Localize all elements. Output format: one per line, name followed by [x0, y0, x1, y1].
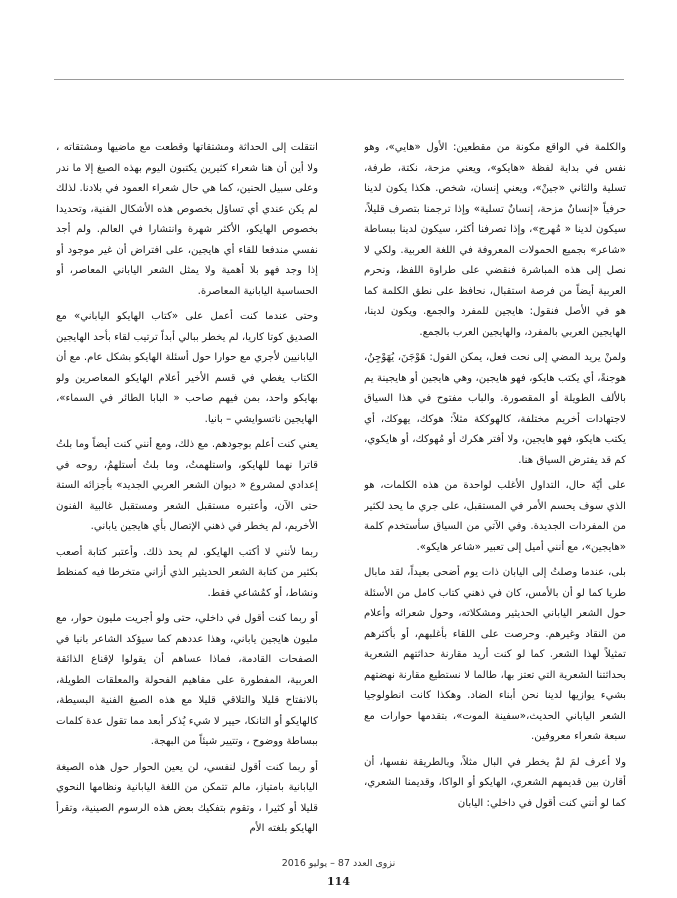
paragraph: بلى، عندما وصلتُ إلى اليابان ذات يوم أضحى بعيداً، لقد مابال طريا كما لو أن بالأمس، كان في ذهني كتاب كامل من الأسئلة حول الشعر الياباني الحديثير ومشكلاته، وحول شعرائه وأعلام من النقاد وغيرهم. وحرصت على اللقاء بأغلبهم، أو بأكثرهم تمثيلاً لهذا الشعر. كما لو كنت أريد مقارنة حداثتهم الشعرية بحداثتنا الشعرية التي تعتز بها، طالما لا نستطيع مقارنة نهضتهم بشيء يوازيها لدينا نحن أبناء الضاد. وهكذا كانت انطولوجيا الشعر الياباني الحديث،«سفينة الموت»، بتقدمها حوارات مع سبعة شعراء معروفين.: [364, 567, 626, 742]
paragraph: يعني كنت أعلم بوجودهم. مع ذلك، ومع أنني كنت أيضاً وما بلتُ قاترا نهما للهايكو، واستلهمتُ، وما بلتُ أستلهمُ، روحه في إعدادي لمشروع « ديوان الشعر العربي الجديد» بأجزائه الستة حتى الآن، وأعتبره مستقبل الشعر ومستقبل غالبية الفنون الأخريم، لم يخطر في ذهني الإتصال بأي هايجين ياباني.: [56, 439, 318, 532]
paragraph: انتقلت إلى الحداثة ومشتقاتها وقطعت مع ماضيها ومشتقاته ، ولا أين أن هنا شعراء كثيرين يكتبون اليوم بهذه الصيغ إلا ما ندر وعلى سبيل الحنين، كما هي حال شعراء العمود في بلادنا. لذلك لم يكن عندي أي تساؤل بخصوص هذه الأشكال الفنية، وتحديدا بخصوص الهايكو، الأكثر شهرة وانتشارا في العالم. ولم أجد نفسي مندفعا للقاء أي هايجين، على افتراض أن غير موجود أو إذا وجد فهو بلا أهمية ولا يمثل الشعر الياباني المعاصر، أو الحساسية اليابانية المعاصرة.: [56, 142, 318, 297]
paragraph: ولا أعرف لمَ لمْ يخطر في البال مثلاً، وبالطريقة نفسها، أن أقارن بين قديمهم الشعري، الهايكو أو الواكا، وقديمنا الشعري، كما لو أنني كنت أقول في داخلي: اليابان: [364, 756, 626, 809]
right-column: [364, 138, 626, 856]
issue-label: نزوى العدد 87 – يوليو 2016: [281, 858, 396, 869]
paragraph: ولمنْ يريد المضي إلى نحت فعل، يمكن القول: هَوْجَنَ، يُهَوْجِنُ، هوجنةً، أي يكتب هايكو، فهو هايجين، وهي هايجين أو هايجينة يم بالألف الطويلة أو المقصورة. والباب مفتوح في هذا السياق لاجتهادات أخريم مختلفة، كالهوككة مثلاً: هوكك، يهوكك، أي يكتب هايكو، فهو هايجين، ولا أفتر هكرك أو مُهوكك، أو هايكوي، كم قد يفترض السياق هنا.: [364, 352, 626, 466]
paragraph: وحتى عندما كنت أعمل على «كتاب الهايكو الياباني» مع الصديق كوتا كاريا، لم يخطر ببالي أبداً ترتيب لقاء بأحد الهايجين اليابانيين لأجري مع حوارا حول أسئلة الهايكو بشكل عام. مع أن الكتاب يغطي في قسم الأخير أعلام الهايكو المعاصرين ولو بهايكو واحد، بمن فيهم صاحب « البابا الطائر في السماء»، الهايجين ناتسوايشي – بانيا.: [56, 311, 318, 425]
paragraph: أو ربما كنت أقول في داخلي، حتى ولو أجريت مليون حوار، مع مليون هايجين ياباني، وهذا عددهم كما سيؤكد الشاعر بانيا في الصفحات القادمة، فماذا عساهم أن يقولوا لإقناع الذائقة العربية، المفطورة على مفاهيم الفحولة والمعلقات الطويلة، بالانفتاح قليلا والتلاقي قليلا مع هذه الصيغ الفنية البسيطة، كالهايكو أو التانكا، حيير لا شيء يُذكر أبعد مما تقول عدة كلمات ببساطة ووضوح ، وتتيير شيئاً من البهجة.: [56, 613, 318, 747]
left-column: [56, 138, 318, 856]
paragraph: أو ربما كنت أقول لنفسي، لن يعين الحوار حول هذه الصيغة اليابانية بامتياز، مالم تتمكن من اللغة اليابانية ونظامها النحوي قليلا أو كثيرا ، وتقوم بتفكيك بعض هذه الرسوم الصينية، وتقرأ الهايكو بلغته الأم: [56, 761, 318, 834]
page-number: 114: [327, 875, 350, 888]
header-rule: [54, 79, 624, 80]
paragraph: على أيّة حال، التداول الأغلب لواحدة من هذه الكلمات، هو الذي سوف يحسم الأمر في المستقبل، على جري ما يحد لكثير من المفردات الجديدة. وفي الآتي من السياق سأستخدم كلمة «هايجين»، مع أنني أميل إلى تعبير «شاعر هايكو».: [364, 480, 626, 553]
paragraph: ربما لأنني لا أكتب الهايكو. لم يحد ذلك. وأعتبر كتابة أصعب بكثير من كتابة الشعر الحديثير الذي أزاني متخرطا فيه كمنظط ونشاط، أو كمُشاعي فقط.: [56, 546, 318, 599]
paragraph: والكلمة في الواقع مكونة من مقطعين: الأول «هايي»، وهو نفس في بداية لفظة «هايكو»، ويعني مزحة، نكتة، طرفة، تسلية والثاني «جينْ»، ويعني إنسان، شخص. هكذا يكون لدينا حرفياً «إنسانٌ مزحة، إنسانٌ تسلية» وإذا ترجمنا بتصرف قليلاً، سيكون لدينا « مُهرج»، وإذا تصرفنا أكثر، سيكون لدينا ببساطة «شاعر» بجميع الحمولات المعروفة في اللغة العربية. ولكي لا نصل إلى هذه المباشرة فنقضي على طراوة اللفظ، ونحرم العربية أيضاً من فرصة استقبال، نحافظ على نطق الكلمة كما هو في الأصل فنقول: هايجين للمفرد والجمع. ويكون لدينا، الهايجين العربي بالمفرد، والهايجين العرب بالجمع.: [364, 142, 626, 338]
